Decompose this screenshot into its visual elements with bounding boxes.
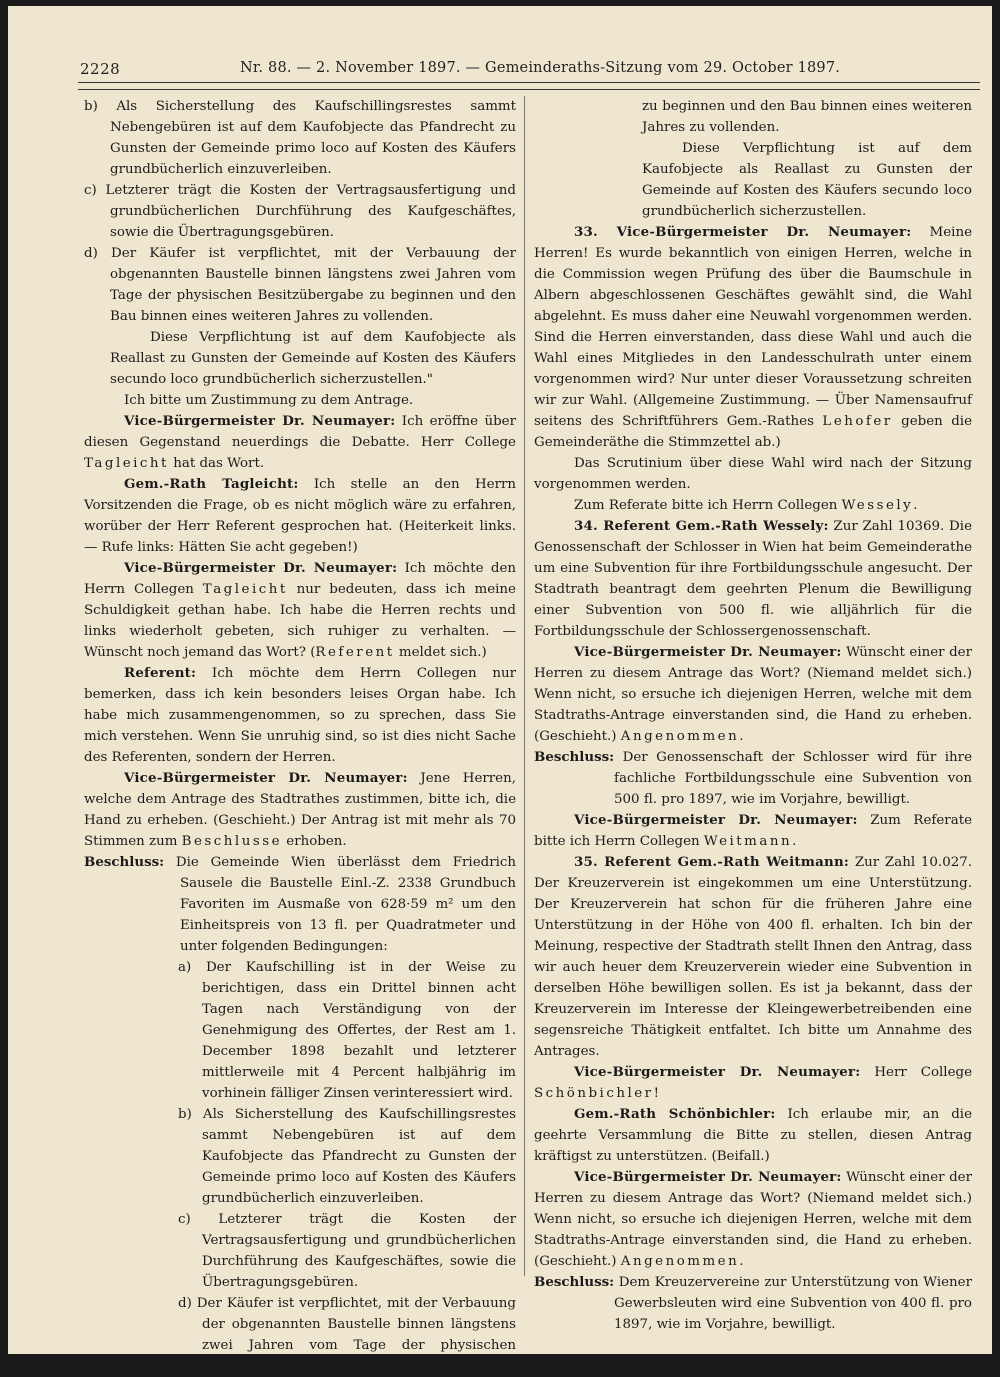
speech: Vice-Bürgermeister Dr. Neumayer: Zum Referate bitte ich Herrn Collegen Weitmann. (534, 812, 972, 849)
speaker-name: Referent: (124, 665, 197, 681)
paragraph: d) Der Käufer ist verpflichtet, mit der Verbauung der obgenannten Baustelle binnen längstens zwei Jahren vom Tage der physischen Besitzübergabe zu beginnen und den Bau binnen eines weiteren Jahres zu vollenden. (84, 246, 516, 324)
speech: Gem.-Rath Schönbichler: Ich erlaube mir, an die geehrte Versammlung die Bitte zu stellen, diesen Antrag kräftigst zu unterstützen. (Beifall.) (534, 1106, 972, 1164)
speech: Vice-Bürgermeister Dr. Neumayer: Ich eröffne über diesen Gegenstand neuerdings die Debatte. Herr College Tagleicht hat das Wort. (84, 413, 516, 471)
speaker-name: Gem.-Rath Schönbichler: (574, 1106, 776, 1122)
header-rule (78, 82, 980, 90)
paragraph: a) Der Kaufschilling ist in der Weise zu berichtigen, dass ein Drittel binnen acht Tagen nach Verständigung von der Genehmigung des Offertes, der Rest am 1. December 1898 bezahlt und letzterer mittlerweile mit 4 Percent halbjährig im vorhinein fälliger Zinsen verinteressiert wird. (178, 960, 516, 1101)
paragraph: b) Als Sicherstellung des Kaufschillingsrestes sammt Nebengebüren ist auf dem Kaufobjecte das Pfandrecht zu Gunsten der Gemeinde primo loco auf Kosten des Käufers grundbücherlich einzuverleiben. (178, 1107, 516, 1206)
speaker-name: 33. Vice-Bürgermeister Dr. Neumayer: (574, 224, 912, 240)
paragraph: b) Als Sicherstellung des Kaufschillingsrestes sammt Nebengebüren ist auf dem Kaufobjecte das Pfandrecht zu Gunsten der Gemeinde primo loco auf Kosten des Käufers grundbücherlich einzuverleiben. (84, 99, 516, 177)
speech: 33. Vice-Bürgermeister Dr. Neumayer: Meine Herren! Es wurde bekanntlich von einigen Herren, welche in die Commission wegen Prüfung des über die Baumschule in Albern abgeschlossenen Geschäftes gewählt sind, die Wahl abgelehnt. Es muss daher eine Neuwahl vorgenommen werden. Sind die Herren einverstanden, dass diese Wahl und auch die Wahl eines Mitgliedes in den Landesschulrath unter einem vorgenommen wird? Nur unter dieser Voraussetzung schreiten wir zur Wahl. (Allgemeine Zustimmung. — Über Namensaufruf seitens des Schriftführers Gem.-Rathes Lehofer geben die Gemeinderäthe die Stimmzettel ab.) (534, 224, 972, 450)
paragraph: Diese Verpflichtung ist auf dem Kaufobjecte als Reallast zu Gunsten der Gemeinde auf Kosten des Käufers secundo loco grundbücherlich sicherzustellen. (642, 141, 972, 219)
speech: Vice-Bürgermeister Dr. Neumayer: Wünscht einer der Herren zu diesem Antrage das Wort? (Niemand meldet sich.) Wenn nicht, so ersuche ich diejenigen Herren, welche mit dem Stadtraths-Antrage einverstanden sind, die Hand zu erheben. (Geschieht.) Angenommen. (534, 644, 972, 744)
newspaper-page (8, 6, 992, 1374)
paragraph: c) Letzterer trägt die Kosten der Vertragsausfertigung und grundbücherlichen Durchführung des Kaufgeschäftes, sowie die Übertragungsgebüren. (84, 183, 516, 240)
speech: Referent: Ich möchte dem Herrn Collegen nur bemerken, dass ich kein besonders leises Organ habe. Ich habe mich zusammengenommen, so zu sprechen, dass Sie mich verstehen. Wenn Sie unruhig sind, so ist dies nicht Sache des Referenten, sondern der Herren. (84, 665, 516, 765)
spaced-name: Angenommen (620, 729, 740, 744)
speaker-name: 34. Referent Gem.-Rath Wessely: (574, 518, 829, 534)
spaced-name: Beschlusse (181, 834, 283, 849)
speaker-name: Vice-Bürgermeister Dr. Neumayer: (574, 1169, 842, 1185)
paragraph: zu beginnen und den Bau binnen eines weiteren Jahres zu vollenden. (642, 99, 972, 135)
speech: Vice-Bürgermeister Dr. Neumayer: Jene Herren, welche dem Antrage des Stadtrathes zustimmen, bitte ich, die Hand zu erheben. (Geschieht.) Der Antrag ist mit mehr als 70 Stimmen zum Beschlusse erhoben. (84, 770, 516, 849)
spaced-name: Tagleicht (202, 582, 288, 597)
paragraph: Diese Verpflichtung ist auf dem Kaufobjecte als Reallast zu Gunsten der Gemeinde auf Kosten des Käufers secundo loco grundbücherlich sicherzustellen." (110, 330, 516, 387)
left-column (84, 96, 516, 1377)
spaced-name: Angenommen (620, 1254, 740, 1269)
speaker-name: Vice-Bürgermeister Dr. Neumayer: (574, 1064, 861, 1080)
paragraph: Zum Referate bitte ich Herrn Collegen Wessely. (574, 498, 918, 513)
spaced-name: Schönbichler (534, 1086, 654, 1101)
page-number: 2228 (80, 60, 121, 78)
resolution-label: Beschluss: (84, 854, 165, 870)
paragraph: Das Scrutinium über diese Wahl wird nach der Sitzung vorgenommen werden. (534, 456, 972, 492)
spaced-name: Weitmann (703, 834, 793, 849)
speaker-name: Vice-Bürgermeister Dr. Neumayer: (124, 413, 396, 429)
speaker-name: Gem.-Rath Tagleicht: (124, 476, 299, 492)
paragraph: c) Letzterer trägt die Kosten der Vertragsausfertigung und grundbücherlichen Durchführung des Kaufgeschäftes, sowie die Übertragungsgebüren. (178, 1212, 516, 1290)
spaced-name: Referent (315, 645, 395, 660)
speech: Vice-Bürgermeister Dr. Neumayer: Ich möchte den Herrn Collegen Tagleicht nur bedeuten, dass ich meine Schuldigkeit gethan habe. Ich habe die Herren rechts und links wiederholt gebeten, sich ruhiger zu verhalten. — Wünscht noch jemand das Wort? (Referent meldet sich.) (84, 560, 516, 660)
spaced-name: Tagleicht (84, 456, 169, 471)
speaker-name: Vice-Bürgermeister Dr. Neumayer: (124, 560, 398, 576)
column-divider (524, 96, 525, 1276)
speaker-name: 35. Referent Gem.-Rath Weitmann: (574, 854, 850, 870)
speaker-name: Vice-Bürgermeister Dr. Neumayer: (574, 644, 842, 660)
speech: 34. Referent Gem.-Rath Wessely: Zur Zahl 10369. Die Genossenschaft der Schlosser in Wien hat beim Gemeinderathe um eine Subvention für ihre Fortbildungsschule angesucht. Der Stadtrath beantragt dem geehrten Plenum die Bewilligung einer Subvention von 500 fl. wie alljährlich für die Fortbildungsschule der Schlossergenossenschaft. (534, 518, 972, 639)
spaced-name: Wessely (841, 498, 914, 513)
speech: Gem.-Rath Tagleicht: Ich stelle an den Herrn Vorsitzenden die Frage, ob es nicht möglich wäre zu erfahren, worüber der Herr Referent gesprochen hat. (Heiterkeit links. — Rufe links: Hätten Sie acht gegeben!) (84, 476, 516, 555)
right-column (534, 96, 972, 1335)
paragraph: d) Der Käufer ist verpflichtet, mit der Verbauung der obgenannten Baustelle binnen längstens zwei Jahren vom Tage der physischen Besitzübergabe (178, 1296, 516, 1374)
spaced-name: Lehofer (822, 414, 893, 429)
speaker-name: Vice-Bürgermeister Dr. Neumayer: (574, 812, 858, 828)
resolution: Beschluss: Die Gemeinde Wien überlässt dem Friedrich Sausele die Baustelle Einl.-Z. 2338 Grundbuch Favoriten im Ausmaße von 628·59 m² um den Einheitspreis von 13 fl. per Quadratmeter und unter folgenden Bedingungen: (84, 854, 516, 954)
speech: Vice-Bürgermeister Dr. Neumayer: Wünscht einer der Herren zu diesem Antrage das Wort? (Niemand meldet sich.) Wenn nicht, so ersuche ich diejenigen Herren, welche mit dem Stadtraths-Antrage einverstanden sind, die Hand zu erheben. (Geschieht.) Angenommen. (534, 1169, 972, 1269)
paragraph: Ich bitte um Zustimmung zu dem Antrage. (124, 393, 414, 408)
speaker-name: Vice-Bürgermeister Dr. Neumayer: (124, 770, 408, 786)
resolution-label: Beschluss: (534, 749, 615, 765)
running-head: Nr. 88. — 2. November 1897. — Gemeinderaths-Sitzung vom 29. October 1897. (240, 60, 841, 76)
resolution-label: Beschluss: (534, 1274, 615, 1290)
resolution: Beschluss: Dem Kreuzervereine zur Unterstützung von Wiener Gewerbsleuten wird eine Subvention von 400 fl. pro 1897, wie im Vorjahre, bewilligt. (534, 1274, 972, 1332)
resolution: Beschluss: Der Genossenschaft der Schlosser wird für ihre fachliche Fortbildungsschule eine Subvention von 500 fl. pro 1897, wie im Vorjahre, bewilligt. (534, 749, 972, 807)
speech: 35. Referent Gem.-Rath Weitmann: Zur Zahl 10.027. Der Kreuzerverein ist eingekommen um eine Unterstützung. Der Kreuzerverein hat schon für die früheren Jahre eine Unterstützung in der Höhe von 400 fl. erhalten. Ich bin der Meinung, respective der Stadtrath stellt Ihnen den Antrag, dass wir auch heuer dem Kreuzerverein wieder eine Subvention in derselben Höhe bewilligen sollen. Es ist ja bekannt, dass der Kreuzerverein im Interesse der Kleingewerbetreibenden eine segensreiche Thätigkeit entfaltet. Ich bitte um Annahme des Antrages. (534, 854, 973, 1059)
speech: Vice-Bürgermeister Dr. Neumayer: Herr College Schönbichler! (534, 1064, 972, 1101)
